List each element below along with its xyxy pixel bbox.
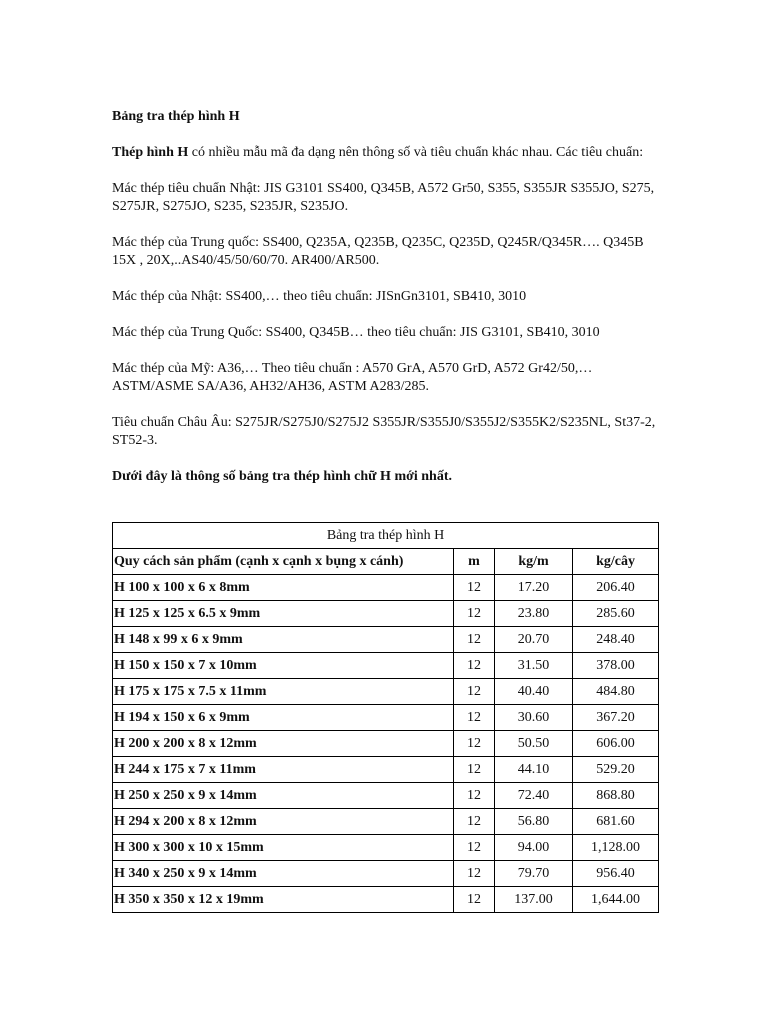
cell-spec: H 125 x 125 x 6.5 x 9mm bbox=[113, 601, 454, 627]
paragraph-europe-standard: Tiêu chuẩn Châu Âu: S275JR/S275J0/S275J2 S355JR/S355J0/S355J2/S355K2/S235NL, St37-2, ST52-3. bbox=[112, 415, 656, 448]
cell-spec: H 250 x 250 x 9 x 14mm bbox=[113, 783, 454, 809]
cell-length: 12 bbox=[454, 783, 495, 809]
cell-kg-per-m: 50.50 bbox=[495, 731, 573, 757]
table-row bbox=[113, 835, 659, 861]
cell-kg-per-m: 30.60 bbox=[495, 705, 573, 731]
table-row bbox=[113, 861, 659, 887]
table-row bbox=[113, 653, 659, 679]
cell-kg-per-bar: 1,644.00 bbox=[573, 887, 659, 913]
paragraph-china-grades: Mác thép của Trung quốc: SS400, Q235A, Q235B, Q235C, Q235D, Q245R/Q345R…. Q345B 15X , 20X,..AS40/45/50/60/70. AR400/AR500. bbox=[112, 235, 644, 268]
table-caption: Bảng tra thép hình H bbox=[113, 523, 659, 549]
cell-length: 12 bbox=[454, 653, 495, 679]
paragraph-china-standard: Mác thép của Trung Quốc: SS400, Q345B… theo tiêu chuẩn: JIS G3101, SB410, 3010 bbox=[112, 325, 600, 340]
table-body bbox=[113, 575, 659, 913]
cell-kg-per-m: 56.80 bbox=[495, 809, 573, 835]
cell-kg-per-m: 17.20 bbox=[495, 575, 573, 601]
table-row bbox=[113, 809, 659, 835]
cell-kg-per-bar: 529.20 bbox=[573, 757, 659, 783]
cell-kg-per-bar: 681.60 bbox=[573, 809, 659, 835]
cell-spec: H 194 x 150 x 6 x 9mm bbox=[113, 705, 454, 731]
cell-kg-per-bar: 1,128.00 bbox=[573, 835, 659, 861]
cell-kg-per-bar: 206.40 bbox=[573, 575, 659, 601]
table-row bbox=[113, 627, 659, 653]
steel-spec-table bbox=[112, 522, 659, 913]
header-spec: Quy cách sản phẩm (cạnh x cạnh x bụng x cánh) bbox=[113, 549, 454, 575]
header-kg-per-m: kg/m bbox=[495, 549, 573, 575]
cell-kg-per-bar: 606.00 bbox=[573, 731, 659, 757]
cell-spec: H 150 x 150 x 7 x 10mm bbox=[113, 653, 454, 679]
cell-length: 12 bbox=[454, 627, 495, 653]
cell-kg-per-bar: 956.40 bbox=[573, 861, 659, 887]
cell-kg-per-m: 31.50 bbox=[495, 653, 573, 679]
table-row bbox=[113, 679, 659, 705]
table-row bbox=[113, 757, 659, 783]
paragraph-japan-grades: Mác thép của Nhật: SS400,… theo tiêu chuẩn: JISnGn3101, SB410, 3010 bbox=[112, 289, 527, 304]
cell-spec: H 100 x 100 x 6 x 8mm bbox=[113, 575, 454, 601]
cell-spec: H 294 x 200 x 8 x 12mm bbox=[113, 809, 454, 835]
cell-kg-per-bar: 378.00 bbox=[573, 653, 659, 679]
cell-spec: H 148 x 99 x 6 x 9mm bbox=[113, 627, 454, 653]
cell-spec: H 200 x 200 x 8 x 12mm bbox=[113, 731, 454, 757]
paragraph-japan-standard: Mác thép tiêu chuẩn Nhật: JIS G3101 SS400, Q345B, A572 Gr50, S355, S355JR S355JO, S275, S275JR, S275JO, S235, S235JR, S235JO. bbox=[112, 181, 655, 214]
cell-kg-per-m: 23.80 bbox=[495, 601, 573, 627]
cell-length: 12 bbox=[454, 705, 495, 731]
cell-length: 12 bbox=[454, 835, 495, 861]
paragraph-usa-grades: Mác thép của Mỹ: A36,… Theo tiêu chuẩn : A570 GrA, A570 GrD, A572 Gr42/50,… ASTM/ASME SA/A36, AH32/AH36, ASTM A283/285. bbox=[112, 361, 593, 394]
cell-length: 12 bbox=[454, 679, 495, 705]
cell-length: 12 bbox=[454, 809, 495, 835]
cell-length: 12 bbox=[454, 757, 495, 783]
cell-kg-per-m: 44.10 bbox=[495, 757, 573, 783]
cell-length: 12 bbox=[454, 601, 495, 627]
cell-spec: H 340 x 250 x 9 x 14mm bbox=[113, 861, 454, 887]
cell-length: 12 bbox=[454, 575, 495, 601]
table-row bbox=[113, 731, 659, 757]
table-row bbox=[113, 705, 659, 731]
header-kg-per-bar: kg/cây bbox=[573, 549, 659, 575]
cell-spec: H 300 x 300 x 10 x 15mm bbox=[113, 835, 454, 861]
document-title: Bảng tra thép hình H bbox=[112, 109, 240, 124]
cell-kg-per-bar: 285.60 bbox=[573, 601, 659, 627]
cell-length: 12 bbox=[454, 887, 495, 913]
header-length: m bbox=[454, 549, 495, 575]
table-row bbox=[113, 783, 659, 809]
table-row bbox=[113, 601, 659, 627]
table-row bbox=[113, 887, 659, 913]
intro-rest: có nhiều mẫu mã đa dạng nên thông số và tiêu chuẩn khác nhau. Các tiêu chuẩn: bbox=[188, 145, 644, 160]
table-intro-heading: Dưới đây là thông số bảng tra thép hình chữ H mới nhất. bbox=[112, 469, 452, 484]
cell-kg-per-m: 94.00 bbox=[495, 835, 573, 861]
cell-kg-per-m: 72.40 bbox=[495, 783, 573, 809]
cell-length: 12 bbox=[454, 731, 495, 757]
document-body bbox=[112, 108, 660, 486]
cell-kg-per-bar: 868.80 bbox=[573, 783, 659, 809]
intro-lead: Thép hình H bbox=[112, 145, 189, 160]
cell-spec: H 350 x 350 x 12 x 19mm bbox=[113, 887, 454, 913]
cell-kg-per-m: 20.70 bbox=[495, 627, 573, 653]
intro-paragraph bbox=[112, 144, 660, 162]
cell-kg-per-bar: 248.40 bbox=[573, 627, 659, 653]
cell-spec: H 175 x 175 x 7.5 x 11mm bbox=[113, 679, 454, 705]
table-caption-row bbox=[113, 523, 659, 549]
cell-kg-per-bar: 484.80 bbox=[573, 679, 659, 705]
cell-kg-per-m: 40.40 bbox=[495, 679, 573, 705]
table-row bbox=[113, 575, 659, 601]
table-header-row bbox=[113, 549, 659, 575]
cell-kg-per-bar: 367.20 bbox=[573, 705, 659, 731]
cell-length: 12 bbox=[454, 861, 495, 887]
cell-spec: H 244 x 175 x 7 x 11mm bbox=[113, 757, 454, 783]
cell-kg-per-m: 79.70 bbox=[495, 861, 573, 887]
cell-kg-per-m: 137.00 bbox=[495, 887, 573, 913]
